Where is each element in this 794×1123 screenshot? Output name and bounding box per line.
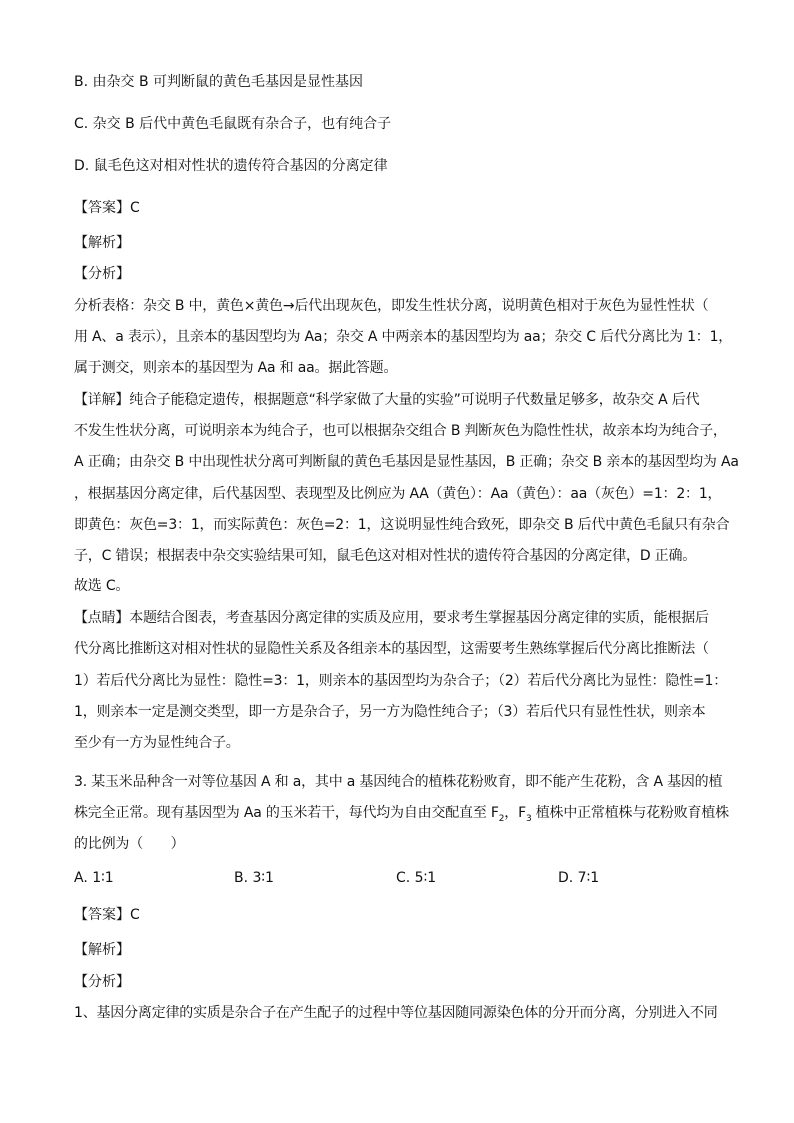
paragraph-line: 【点睛】本题结合图表，考查基因分离定律的实质及应用，要求考生掌握基因分离定律的实质，能根据后: [74, 610, 709, 626]
option-d: D. 鼠毛色这对相对性状的遗传符合基因的分离定律: [74, 158, 388, 174]
paragraph-line: ，根据基因分离定律，后代基因型、表现型及比例应为 AA（黄色）：Aa（黄色）：aa（灰色）=1：2：1，: [74, 486, 722, 502]
answer-label: 【答案】C: [74, 200, 140, 216]
paragraph-line: 【详解】纯合子能稳定遗传，根据题意“科学家做了大量的实验”可说明子代数量足够多，故杂交 A 后代: [74, 392, 700, 408]
fenxi-heading: 【分析】: [74, 974, 130, 990]
answer-label: 【答案】C: [74, 907, 140, 923]
option-c: C. 杂交 B 后代中黄色毛鼠既有杂合子，也有纯合子: [74, 116, 392, 132]
paragraph-line: 代分离比推断这对相对性状的显隐性关系及各组亲本的基因型，这需要考生熟练掌握后代分离比推断法（: [74, 641, 709, 657]
option-a-text: A. 1∶1: [74, 870, 114, 886]
analysis-heading: 【解析】: [74, 942, 130, 958]
analysis-heading: 【解析】: [74, 235, 130, 251]
option-b-text: B. 3∶1: [234, 870, 274, 886]
paragraph-line: 故选 C。: [74, 578, 130, 594]
option-d-text: D. 7∶1: [558, 870, 600, 886]
paragraph-line: 子，C 错误；根据表中杂交实验结果可知，鼠毛色这对相对性状的遗传符合基因的分离定律，D 正确。: [74, 548, 697, 564]
paragraph-line: A 正确；由杂交 B 中出现性状分离可判断鼠的黄色毛基因是显性基因，B 正确；杂交 B 亲本的基因型均为 Aa: [74, 454, 739, 470]
paragraph-line: 属于测交，则亲本的基因型为 Aa 和 aa。据此答题。: [74, 360, 398, 376]
paragraph-line: 1、基因分离定律的实质是杂合子在产生配子的过程中等位基因随同源染色体的分开而分离，分别进入不同: [74, 1005, 718, 1021]
paragraph-line: 即黄色：灰色=3：1，而实际黄色：灰色=2：1，这说明显性纯合致死，即杂交 B 后代中黄色毛鼠只有杂合: [74, 517, 730, 533]
option-b: B. 由杂交 B 可判断鼠的黄色毛基因是显性基因: [74, 74, 364, 90]
paragraph-line: 不发生性状分离，可说明亲本为纯合子，也可以根据杂交组合 B 判断灰色为隐性性状，故亲本均为纯合子，: [74, 423, 727, 439]
fenxi-heading: 【分析】: [74, 266, 130, 282]
paragraph-line: 用 A、a 表示），且亲本的基因型均为 Aa；杂交 A 中两亲本的基因型均为 aa；杂交 C 后代分离比为 1：1，: [74, 329, 733, 345]
paragraph-line: 分析表格：杂交 B 中，黄色×黄色→后代出现灰色，即发生性状分离，说明黄色相对于灰色为显性性状（: [74, 298, 709, 314]
question-stem: 的比例为（ ）: [74, 836, 185, 852]
paragraph-line: 至少有一方为显性纯合子。: [74, 735, 240, 751]
option-c-text: C. 5∶1: [396, 870, 437, 886]
paragraph-line: 1）若后代分离比为显性：隐性=3：1，则亲本的基因型均为杂合子；（2）若后代分离比为显性：隐性=1：: [74, 673, 727, 689]
question-stem: 株完全正常。现有基因型为 Aa 的玉米若干，每代均为自由交配直至 $F_2$，$F_3$ 植株中正常植株与花粉败育植株: [74, 805, 729, 824]
paragraph-line: 1，则亲本一定是测交类型，即一方是杂合子，另一方为隐性纯合子；（3）若后代只有显性性状，则亲本: [74, 704, 706, 720]
question-stem: 3. 某玉米品种含一对等位基因 A 和 a，其中 a 基因纯合的植株花粉败育，即不能产生花粉，含 A 基因的植: [74, 774, 723, 790]
